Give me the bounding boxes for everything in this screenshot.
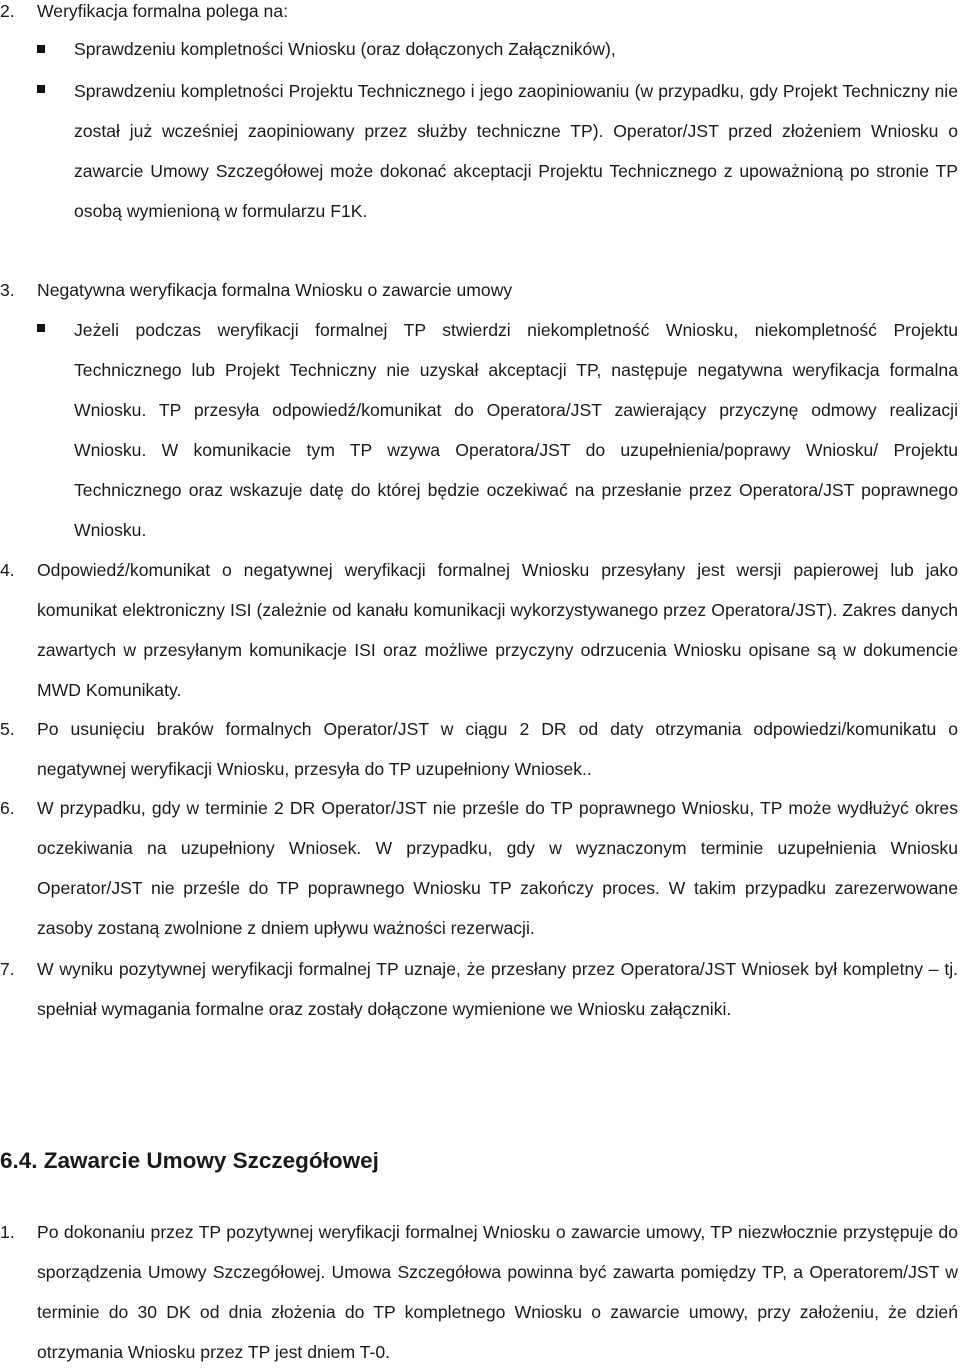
- item-text: Negatywna weryfikacja formalna Wniosku o zawarcie umowy: [37, 280, 513, 300]
- list-item-6: [0, 788, 958, 948]
- section-list-item-1: [0, 1212, 958, 1372]
- bullet-square-icon: [37, 45, 45, 53]
- item-number: 6.: [0, 798, 15, 818]
- bullet-item: [0, 71, 958, 231]
- bullet-text: Sprawdzeniu kompletności Wniosku (oraz dołączonych Załączników),: [74, 39, 616, 59]
- item-text: Po dokonaniu przez TP pozytywnej weryfikacji formalnej Wniosku o zawarcie umowy, TP niezwłocznie przystępuje do sporządzenia Umowy Szczegółowej. Umowa Szczegółowa powinna być zawarta pomiędzy TP, a Operatorem/JST w terminie do 30 DK od dnia złożenia do TP kompletnego Wniosku o zawarcie umowy, przy założeniu, że dzień otrzymania Wniosku przez TP jest dniem T-0.: [37, 1222, 958, 1362]
- item-number: 7.: [0, 959, 15, 979]
- item-text: Weryfikacja formalna polega na:: [37, 1, 289, 21]
- list-item-2: [0, 0, 958, 22]
- list-item-7: [0, 949, 958, 1029]
- item-number: 3.: [0, 280, 15, 300]
- bullet-square-icon: [37, 85, 45, 93]
- bullet-square-icon: [37, 324, 45, 332]
- bullet-item: [0, 310, 958, 550]
- item-number: 2.: [0, 1, 15, 21]
- item-text: Odpowiedź/komunikat o negatywnej weryfikacji formalnej Wniosku przesyłany jest wersji papierowej lub jako komunikat elektroniczny ISI (zależnie od kanału komunikacji wykorzystywanego przez Operatora/JST). Zakres danych zawartych w przesyłanym komunikacje ISI oraz możliwe przyczyny odrzucenia Wniosku opisane są w dokumencie MWD Komunikaty.: [37, 560, 958, 700]
- item-text: W wyniku pozytywnej weryfikacji formalnej TP uznaje, że przesłany przez Operatora/JST Wniosek był kompletny – tj. spełniał wymagania formalne oraz zostały dołączone wymienione we Wniosku załączniki.: [37, 959, 958, 1019]
- section-heading: 6.4. Zawarcie Umowy Szczegółowej: [0, 1148, 379, 1173]
- bullet-text: Jeżeli podczas weryfikacji formalnej TP stwierdzi niekompletność Wniosku, niekompletność Projektu Technicznego lub Projekt Techniczny nie uzyskał akceptacji TP, następuje negatywna weryfikacja formalna Wniosku. TP przesyła odpowiedź/komunikat do Operatora/JST zawierający przyczynę odmowy realizacji Wniosku. W komunikacie tym TP wzywa Operatora/JST do uzupełnienia/poprawy Wniosku/ Projektu Technicznego oraz wskazuje datę do której będzie oczekiwać na przesłanie przez Operatora/JST poprawnego Wniosku.: [74, 320, 958, 540]
- item-text: Po usunięciu braków formalnych Operator/JST w ciągu 2 DR od daty otrzymania odpowiedzi/komunikatu o negatywnej weryfikacji Wniosku, przesyła do TP uzupełniony Wniosek..: [37, 719, 958, 779]
- item-number: 5.: [0, 719, 15, 739]
- bullet-item: [0, 38, 958, 60]
- item-number: 4.: [0, 560, 15, 580]
- item-text: W przypadku, gdy w terminie 2 DR Operator/JST nie prześle do TP poprawnego Wniosku, TP może wydłużyć okres oczekiwania na uzupełniony Wniosek. W przypadku, gdy w wyznaczonym terminie uzupełnienia Wniosku Operator/JST nie prześle do TP poprawnego Wniosku TP zakończy proces. W takim przypadku zarezerwowane zasoby zostaną zwolnione z dniem upływu ważności rezerwacji.: [37, 798, 958, 938]
- item-number: 1.: [0, 1222, 15, 1242]
- list-item-4: [0, 550, 958, 710]
- bullet-text: Sprawdzeniu kompletności Projektu Technicznego i jego zaopiniowaniu (w przypadku, gdy Projekt Techniczny nie został już wcześniej zaopiniowany przez służby techniczne TP). Operator/JST przed złożeniem Wniosku o zawarcie Umowy Szczegółowej może dokonać akceptacji Projektu Technicznego z upoważnioną po stronie TP osobą wymienioną w formularzu F1K.: [74, 81, 958, 221]
- list-item-5: [0, 709, 958, 789]
- list-item-3: [0, 279, 958, 301]
